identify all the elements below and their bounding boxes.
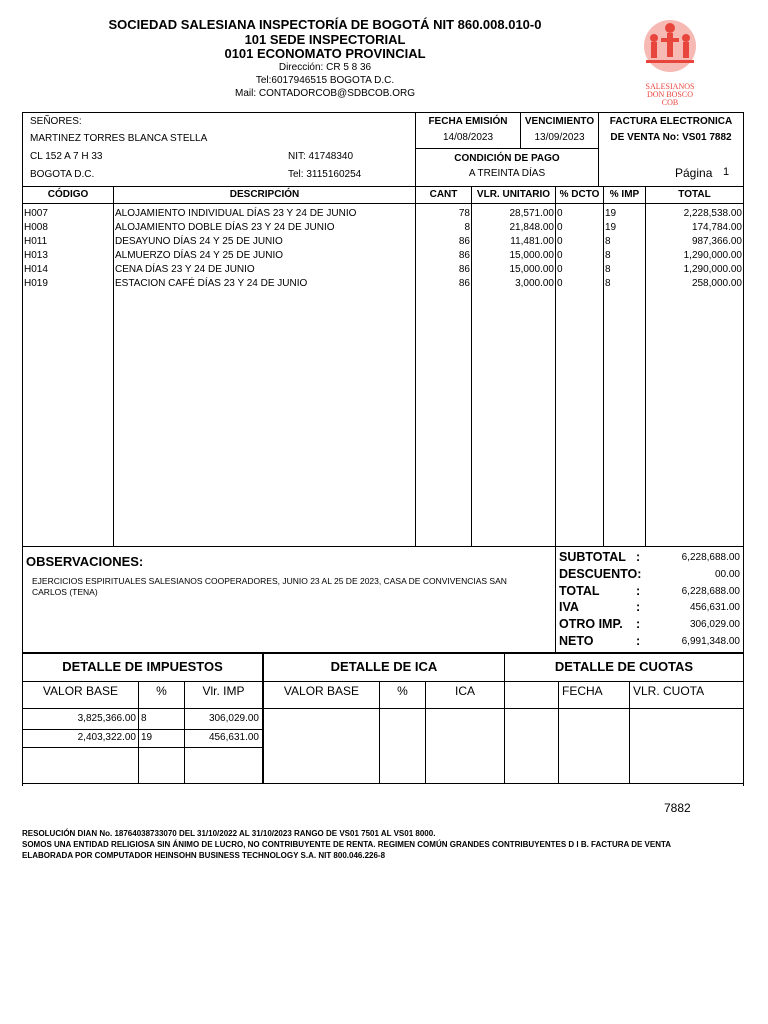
cell-dcto: 0 bbox=[557, 250, 563, 261]
neto-label: NETO bbox=[559, 634, 594, 648]
cell-total: 1,290,000.00 bbox=[683, 250, 742, 261]
descuento-row bbox=[558, 567, 742, 583]
impuestos-valor-base-header: VALOR BASE bbox=[42, 684, 119, 698]
impuesto-pct-1: 8 bbox=[141, 713, 147, 724]
logo-text-1: SALESIANOS bbox=[645, 82, 695, 91]
fecha-emision: 14/08/2023 bbox=[442, 132, 494, 143]
cell-dcto: 0 bbox=[557, 278, 563, 289]
observaciones-label: OBSERVACIONES: bbox=[26, 554, 144, 569]
cell-vlr: 15,000.00 bbox=[509, 264, 554, 275]
cell-vlr: 21,848.00 bbox=[509, 222, 554, 233]
impuesto-valor-2: 456,631.00 bbox=[208, 732, 259, 743]
cell-descripcion: ESTACION CAFÉ DÍAS 23 Y 24 DE JUNIO bbox=[115, 278, 308, 289]
total-row bbox=[558, 584, 742, 600]
ica-header: ICA bbox=[454, 684, 475, 698]
neto-value: 6,991,348.00 bbox=[681, 636, 740, 647]
cell-dcto: 0 bbox=[557, 264, 563, 275]
footer-elaborada: ELABORADA POR COMPUTADOR HEINSOHN BUSINESS TECHNOLOGY S.A. NIT 800.046.226-8 bbox=[22, 851, 386, 860]
ica-title: DETALLE DE ICA bbox=[330, 659, 438, 674]
client-tel: Tel: 3115160254 bbox=[288, 169, 362, 180]
company-economato: 0101 ECONOMATO PROVINCIAL bbox=[224, 46, 426, 61]
cell-imp: 19 bbox=[605, 208, 617, 219]
client-nit: NIT: 41748340 bbox=[288, 151, 354, 162]
observaciones-text: EJERCICIOS ESPIRITUALES SALESIANOS COOPERADORES, JUNIO 23 AL 25 DE 2023, CASA DE CONVIVENCIAS SAN CARLOS (TENA) bbox=[32, 576, 507, 597]
otro-imp-row bbox=[558, 617, 742, 633]
footer-entidad: SOMOS UNA ENTIDAD RELIGIOSA SIN ÁNIMO DE LUCRO, NO CONTRIBUYENTE DE RENTA. REGIMEN COMÚN GRANDES CONTRIBUYENTES D I B. FACTURA DE VENTA bbox=[22, 840, 672, 849]
subtotal-colon: : bbox=[636, 550, 641, 564]
iva-colon: : bbox=[636, 600, 641, 614]
logo-figures-icon bbox=[628, 16, 712, 78]
cell-descripcion: ALOJAMIENTO DOBLE DÍAS 23 Y 24 DE JUNIO bbox=[115, 222, 335, 233]
impuestos-pct-header: % bbox=[156, 684, 167, 698]
client-name: MARTINEZ TORRES BLANCA STELLA bbox=[30, 133, 208, 144]
company-sede: 101 SEDE INSPECTORIAL bbox=[244, 32, 406, 47]
invoice-number-title: DE VENTA No: VS01 7882 bbox=[610, 132, 732, 143]
cell-dcto: 0 bbox=[557, 208, 563, 219]
invoice-type: FACTURA ELECTRONICA bbox=[609, 116, 733, 127]
footer-resolucion: RESOLUCIÓN DIAN No. 18764038733070 DEL 31/10/2022 AL 31/10/2023 RANGO DE VS01 7501 AL VS01 8000. bbox=[22, 829, 436, 838]
cell-total: 987,366.00 bbox=[691, 236, 742, 247]
otro-imp-colon: : bbox=[636, 617, 641, 631]
col-vlr-unitario: VLR. UNITARIO bbox=[476, 189, 551, 200]
subtotal-value: 6,228,688.00 bbox=[681, 552, 740, 563]
iva-value: 456,631.00 bbox=[689, 602, 740, 613]
cell-cant: 86 bbox=[458, 278, 470, 289]
cell-descripcion: CENA DÍAS 23 Y 24 DE JUNIO bbox=[115, 264, 255, 275]
subtotal-label: SUBTOTAL bbox=[559, 550, 626, 564]
cell-cant: 86 bbox=[458, 236, 470, 247]
neto-row bbox=[558, 634, 742, 650]
cell-imp: 19 bbox=[605, 222, 617, 233]
table-row bbox=[22, 263, 744, 277]
col-descripcion: DESCRIPCIÓN bbox=[229, 189, 300, 200]
subtotal-row bbox=[558, 550, 742, 566]
cell-imp: 8 bbox=[605, 250, 611, 261]
table-row bbox=[22, 221, 744, 235]
cuotas-vlr-header: VLR. CUOTA bbox=[633, 684, 705, 698]
cell-cant: 86 bbox=[458, 264, 470, 275]
cell-cant: 78 bbox=[458, 208, 470, 219]
salesianos-logo bbox=[628, 16, 712, 106]
cell-imp: 8 bbox=[605, 278, 611, 289]
invoice-number: 7882 bbox=[664, 801, 691, 815]
cell-total: 174,784.00 bbox=[691, 222, 742, 233]
page-label: Página bbox=[675, 166, 713, 180]
table-row bbox=[22, 277, 744, 291]
logo-text-2: DON BOSCO bbox=[646, 90, 693, 99]
cell-codigo: H014 bbox=[24, 264, 48, 275]
col-imp: % IMP bbox=[609, 189, 640, 200]
cell-dcto: 0 bbox=[557, 236, 563, 247]
impuestos-vlr-imp-header: Vlr. IMP bbox=[202, 684, 245, 698]
cell-dcto: 0 bbox=[557, 222, 563, 233]
fecha-emision-label: FECHA EMISIÓN bbox=[428, 116, 508, 127]
cell-codigo: H008 bbox=[24, 222, 48, 233]
cell-vlr: 11,481.00 bbox=[510, 236, 554, 247]
cuotas-title: DETALLE DE CUOTAS bbox=[554, 659, 694, 674]
cell-descripcion: DESAYUNO DÍAS 24 Y 25 DE JUNIO bbox=[115, 236, 283, 247]
cell-vlr: 15,000.00 bbox=[509, 250, 554, 261]
company-name: SOCIEDAD SALESIANA INSPECTORÍA DE BOGOTÁ NIT 860.008.010-0 bbox=[108, 17, 542, 32]
cell-vlr: 3,000.00 bbox=[515, 278, 554, 289]
total-colon: : bbox=[636, 584, 641, 598]
cuotas-fecha-header: FECHA bbox=[562, 684, 603, 698]
descuento-value: 00.00 bbox=[714, 569, 740, 580]
table-row bbox=[22, 207, 744, 221]
cell-cant: 8 bbox=[464, 222, 470, 233]
ica-valor-base-header: VALOR BASE bbox=[283, 684, 360, 698]
iva-row bbox=[558, 600, 742, 616]
descuento-label: DESCUENTO: bbox=[559, 567, 642, 581]
cell-imp: 8 bbox=[605, 264, 611, 275]
col-dcto: % DCTO bbox=[559, 189, 600, 200]
vencimiento: 13/09/2023 bbox=[534, 132, 585, 143]
vencimiento-label: VENCIMIENTO bbox=[524, 116, 595, 127]
table-row bbox=[22, 249, 744, 263]
otro-imp-label: OTRO IMP. bbox=[559, 617, 623, 631]
cell-imp: 8 bbox=[605, 236, 611, 247]
logo-text-3: COB bbox=[661, 98, 679, 107]
cell-cant: 86 bbox=[458, 250, 470, 261]
page-number: 1 bbox=[723, 166, 730, 178]
condicion-pago: A TREINTA DÍAS bbox=[468, 168, 546, 179]
impuesto-pct-2: 19 bbox=[141, 732, 153, 743]
cell-codigo: H019 bbox=[24, 278, 48, 289]
otro-imp-value: 306,029.00 bbox=[689, 619, 740, 630]
cell-total: 258,000.00 bbox=[691, 278, 742, 289]
client-city: BOGOTA D.C. bbox=[30, 169, 95, 180]
client-label: SEÑORES: bbox=[30, 116, 82, 127]
cell-codigo: H011 bbox=[24, 236, 48, 247]
cell-total: 2,228,538.00 bbox=[683, 208, 742, 219]
cell-codigo: H013 bbox=[24, 250, 48, 261]
table-row bbox=[22, 235, 744, 249]
cell-descripcion: ALMUERZO DÍAS 24 Y 25 DE JUNIO bbox=[115, 250, 284, 261]
company-phone: Tel:6017946515 BOGOTA D.C. bbox=[255, 75, 395, 86]
cell-vlr: 28,571.00 bbox=[509, 208, 554, 219]
impuesto-base-1: 3,825,366.00 bbox=[77, 713, 136, 724]
ica-pct-header: % bbox=[397, 684, 408, 698]
cell-total: 1,290,000.00 bbox=[683, 264, 742, 275]
impuesto-valor-1: 306,029.00 bbox=[208, 713, 259, 724]
col-codigo: CÓDIGO bbox=[47, 189, 89, 200]
impuesto-base-2: 2,403,322.00 bbox=[77, 732, 136, 743]
neto-colon: : bbox=[636, 634, 641, 648]
impuestos-title: DETALLE DE IMPUESTOS bbox=[62, 659, 223, 674]
condicion-pago-label: CONDICIÓN DE PAGO bbox=[454, 153, 560, 164]
company-mail: Mail: CONTADORCOB@SDBCOB.ORG bbox=[235, 88, 415, 99]
iva-label: IVA bbox=[559, 600, 579, 614]
cell-descripcion: ALOJAMIENTO INDIVIDUAL DÍAS 23 Y 24 DE JUNIO bbox=[115, 208, 357, 219]
col-cant: CANT bbox=[429, 189, 458, 200]
cell-codigo: H007 bbox=[24, 208, 48, 219]
total-value: 6,228,688.00 bbox=[681, 586, 740, 597]
col-total: TOTAL bbox=[678, 189, 711, 200]
total-label: TOTAL bbox=[559, 584, 600, 598]
client-address: CL 152 A 7 H 33 bbox=[30, 151, 103, 162]
company-address: Dirección: CR 5 8 36 bbox=[278, 62, 372, 73]
